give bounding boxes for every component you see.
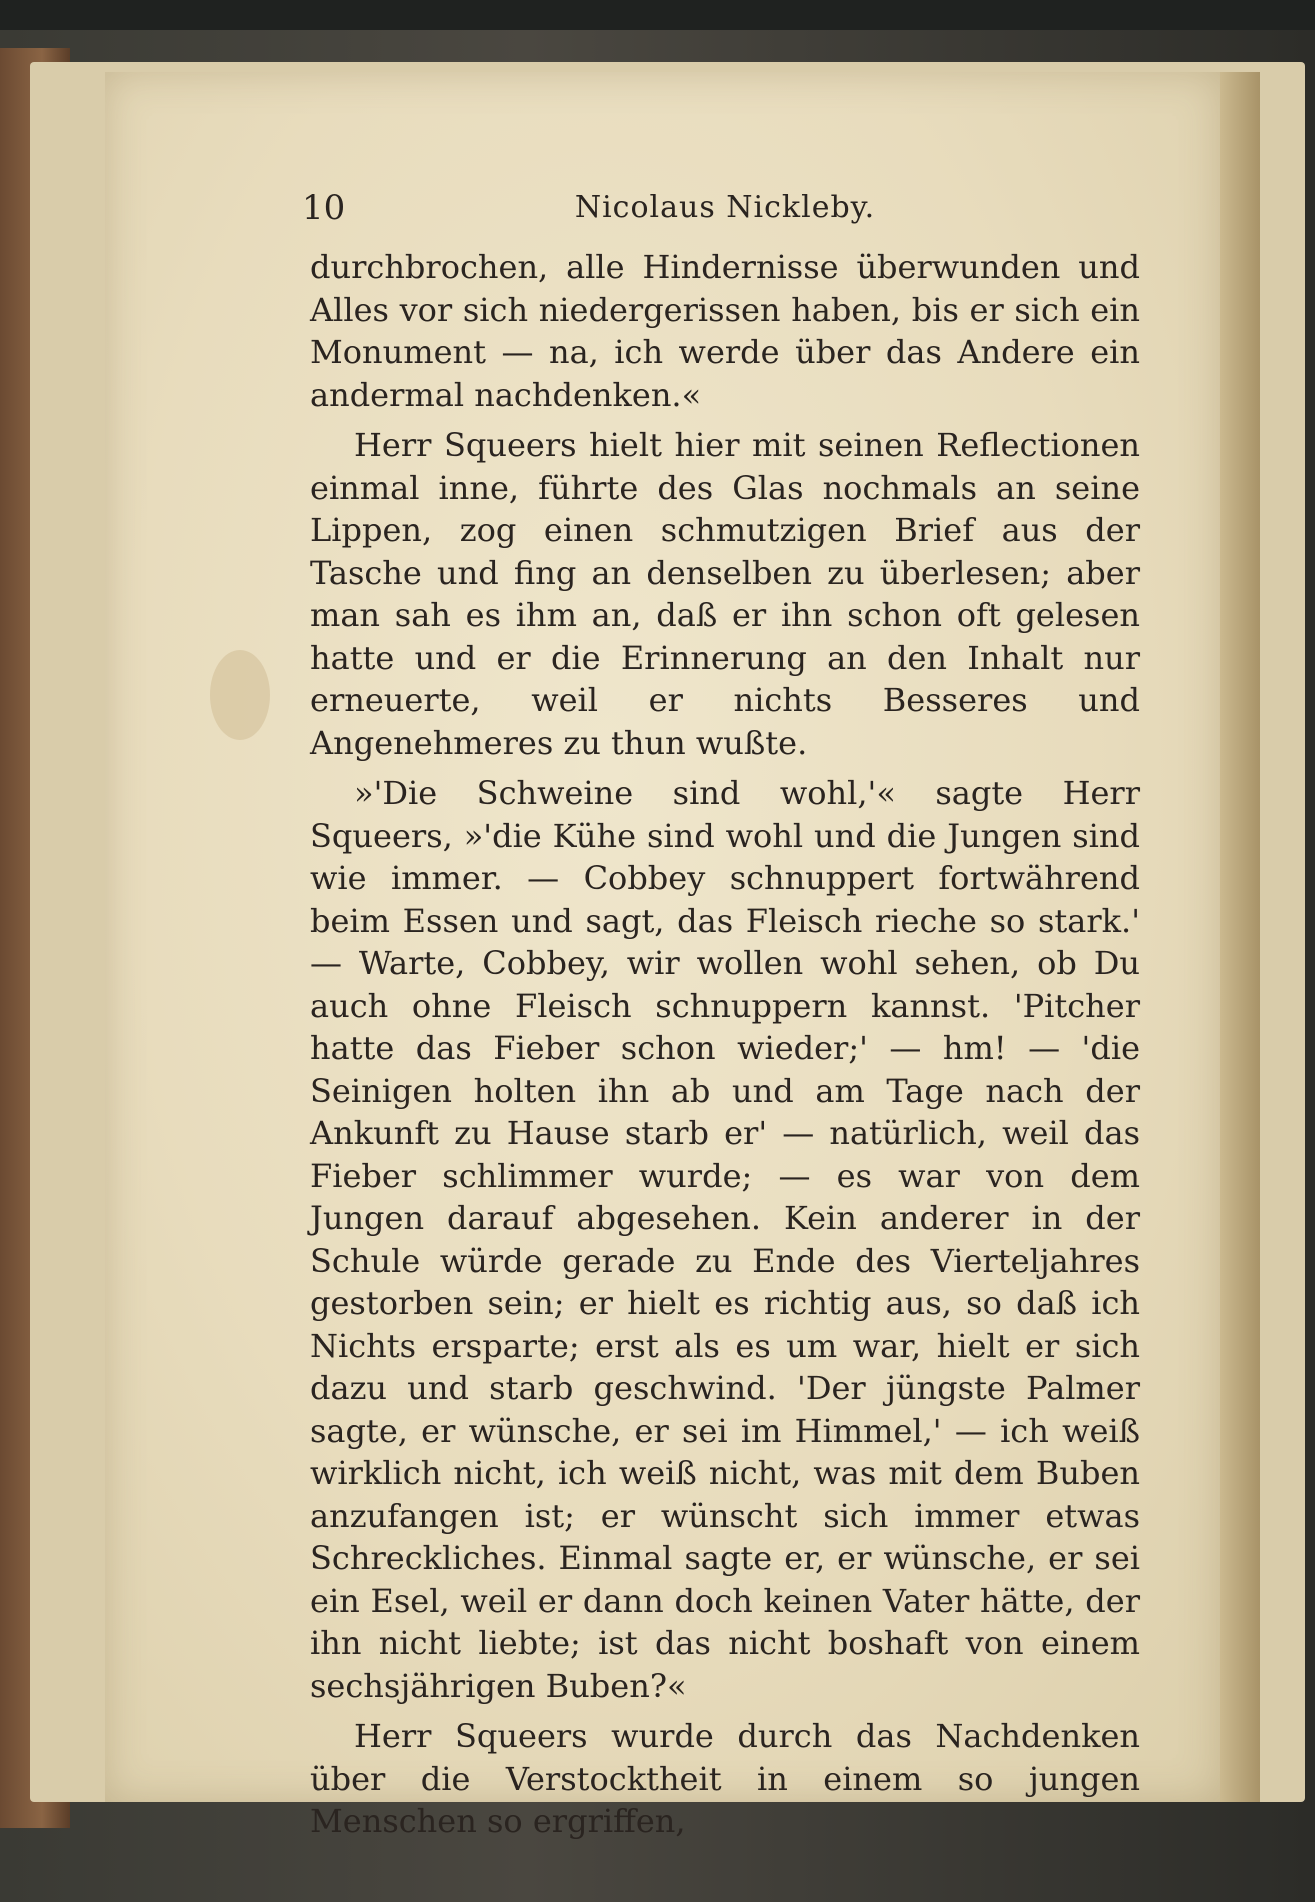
paragraph-2: Herr Squeers hielt hier mit seinen Reflectionen einmal inne, führte des Glas nochmals an seine Lippen, zog einen schmutzigen Brief aus der Tasche und fing an denselben zu überlesen; aber man sah es ihm an, daß er ihn schon oft gelesen hatte und er die Erinnerung an den Inhalt nur erneuerte, weil er nichts Besseres und Angenehmeres zu thun wußte. (310, 426, 1140, 762)
paragraph-4: Herr Squeers wurde durch das Nachdenken über die Verstocktheit in einem so jungen Menschen so ergriffen, (310, 1717, 1140, 1840)
page-header (302, 180, 1140, 240)
page-content (302, 180, 1140, 1851)
paper-stain (210, 650, 270, 740)
running-title: Nicolaus Nickleby. (574, 190, 876, 225)
page-gutter (1220, 72, 1260, 1802)
paragraph-1: durchbrochen, alle Hindernisse überwunden und Alles vor sich niedergerissen haben, bis er sich ein Monument — na, ich werde über das Andere ein andermal nachdenken.« (310, 248, 1140, 414)
page-number: 10 (302, 188, 346, 228)
paragraph-3: »'Die Schweine sind wohl,'« sagte Herr Squeers, »'die Kühe sind wohl und die Jungen sind wie immer. — Cobbey schnuppert fortwährend beim Essen und sagt, das Fleisch rieche so stark.' — Warte, Cobbey, wir wollen wohl sehen, ob Du auch ohne Fleisch schnuppern kannst. 'Pitcher hatte das Fieber schon wieder;' — hm! — 'die Seinigen holten ihn ab und am Tage nach der Ankunft zu Hause starb er' — natürlich, weil das Fieber schlimmer wurde; — es war von dem Jungen darauf abgesehen. Kein anderer in der Schule würde gerade zu Ende des Vierteljahres gestorben sein; er hielt es richtig aus, so daß ich Nichts ersparte; erst als es um war, hielt er sich dazu und starb geschwind. 'Der jüngste Palmer sagte, er wünsche, er sei im Himmel,' — ich weiß wirklich nicht, ich weiß nicht, was mit dem Buben anzufangen ist; er wünscht sich immer etwas Schreckliches. Einmal sagte er, er wünsche, er sei ein Esel, weil er dann doch keinen Vater hätte, der ihn nicht liebte; ist das nicht boshaft von einem sechsjährigen Buben?« (310, 774, 1140, 1705)
